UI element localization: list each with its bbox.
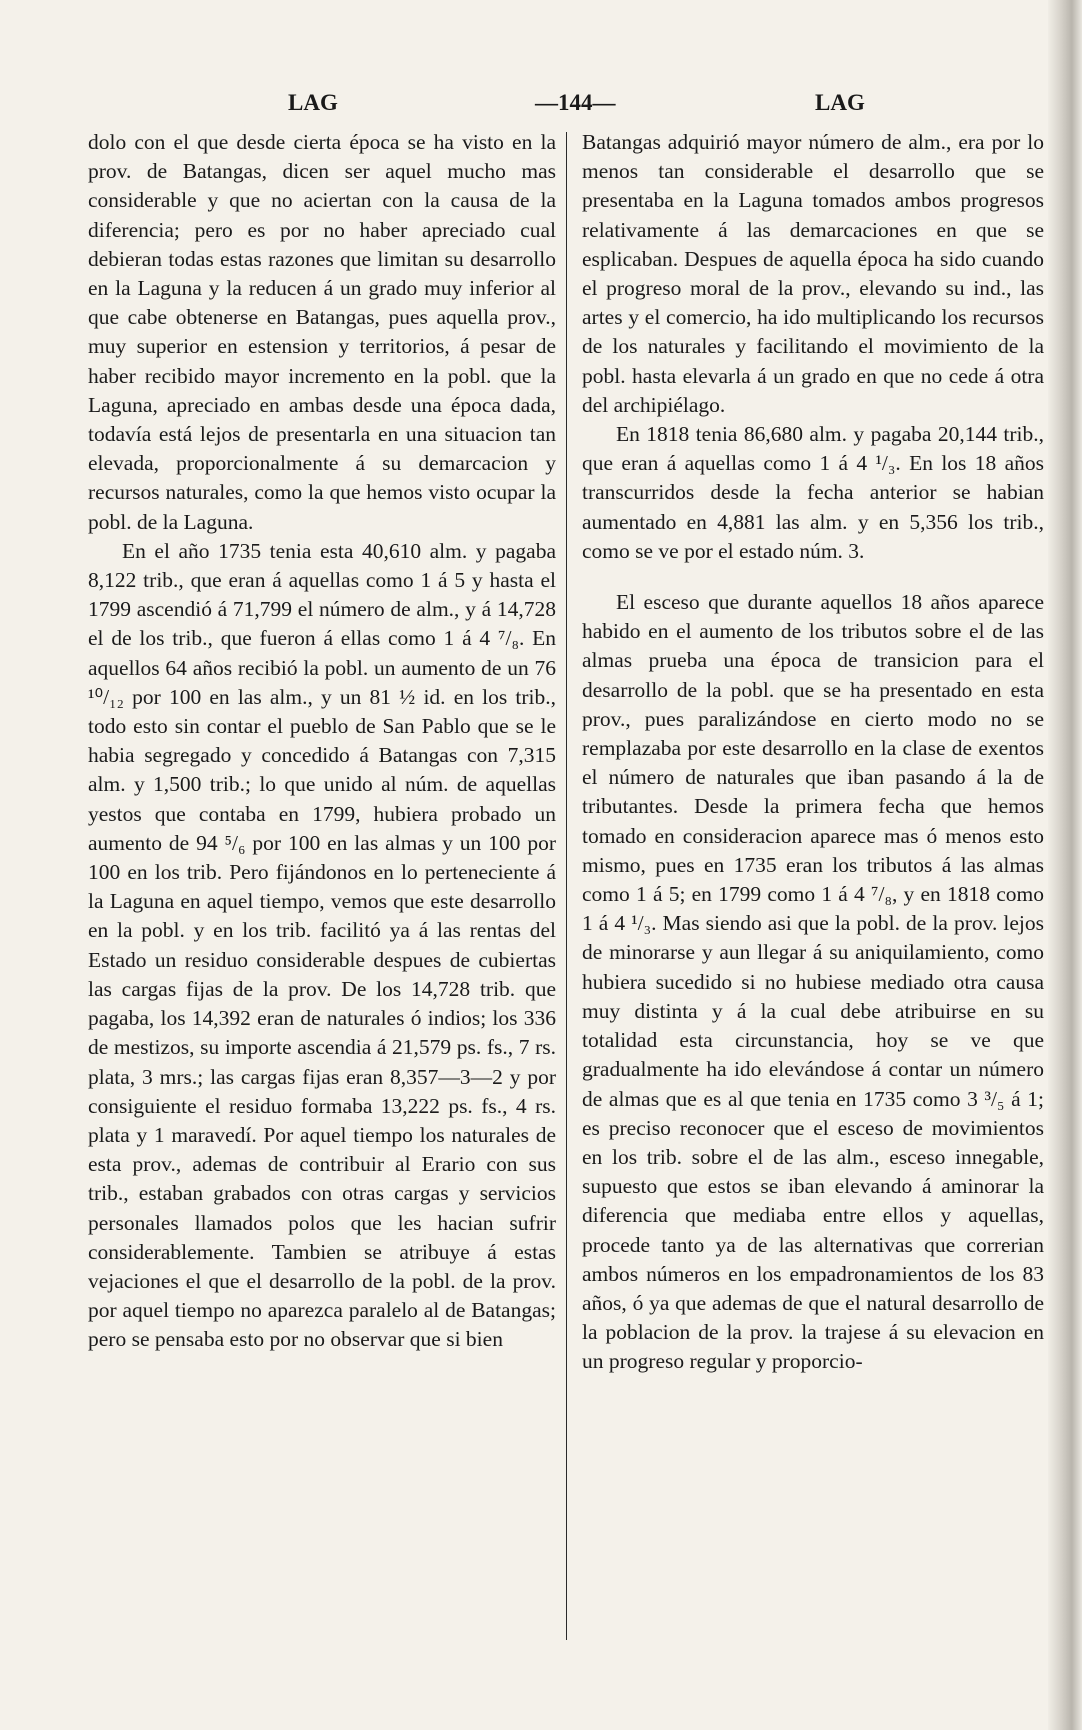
paragraph: dolo con el que desde cierta época se ha visto en la prov. de Batangas, dicen ser aquel mucho mas considerable y que no aciertan con la causa de la diferencia; pero es por no haber apreciado cual debieran todas estas razones que limitan su desarrollo en la Laguna y la reducen á un grado muy inferior al que cabe obtenerse en Batangas, pues aquella prov., muy superior en estension y territorios, á pesar de haber recibido mayor incremento en la pobl. que la Laguna, apreciado en ambas desde una época dada, todavía está lejos de presentarla en una situacion tan elevada, proporcionalmente á su demarcacion y recursos naturales, como la que hemos visto ocupar la pobl. de la Laguna. — [88, 130, 556, 534]
paragraph: Batangas adquirió mayor número de alm., era por lo menos tan considerable el desarrollo que se presentaba en la Laguna tomados ambos progresos relativamente á las demarcaciones en que se esplicaban. Despues de aquella época ha sido cuando el progreso moral de la prov., elevando su ind., las artes y el comercio, ha ido multiplicando los recursos de los naturales y facilitando el movimiento de la pobl. hasta elevarla á un grado en que no cede á otra del archipiélago. — [582, 130, 1044, 417]
header-right-keyword: LAG — [815, 90, 865, 115]
page-binding-edge — [1048, 0, 1082, 1730]
header-left-keyword: LAG — [288, 90, 338, 115]
column-divider — [566, 132, 567, 1640]
paragraph: En el año 1735 tenia esta 40,610 alm. y pagaba 8,122 trib., que eran á aquellas como 1 á 5 y hasta el 1799 ascendió á 71,799 el número de alm., y á 14,728 el de los trib., que fueron á ellas como 1 á 4 ⁷/₈. En aquellos 64 años recibió la pobl. un aumento de un 76 ¹⁰/₁₂ por 100 en las alm., y un 81 ½ id. en los trib., todo esto sin contar el pueblo de San Pablo que se le habia segregado y concedido á Batangas con 7,315 alm. y 1,500 trib.; lo que unido al núm. de aquellas yestos que contaba en 1799, hubiera probado un aumento de 94 ⁵/₆ por 100 en las almas y un 100 por 100 en los trib. Pero fijándonos en lo perteneciente á la Laguna en aquel tiempo, vemos que este desarrollo en la pobl. y en los trib. facilitó ya á las rentas del Estado un residuo considerable despues de cubiertas las cargas fijas de la prov. De los 14,728 trib. que pagaba, los 14,392 eran de naturales ó indios; los 336 de mestizos, su importe ascendia á 21,579 ps. fs., 7 rs. plata, 3 mrs.; las cargas fijas eran 8,357—3—2 y por consiguiente el residuo formaba 13,222 ps. fs., 4 rs. plata y 1 maravedí. Por aquel tiempo los naturales de esta prov., ademas de contribuir al Erario con sus trib., estaban grabados con otras cargas y servicios personales llamados polos que les hacian sufrir considerablemente. Tambien se atribuye á estas vejaciones el que el desarrollo de la pobl. de la prov. por aquel tiempo no aparezca paralelo al de Batangas; pero se pensaba esto por no observar que si bien — [88, 538, 556, 1352]
paragraph: El esceso que durante aquellos 18 años aparece habido en el aumento de los tributos sobre el de las almas prueba una época de transicion para el desarrollo de la pobl. que se ha presentado en esta prov., pues paralizándose en cierto modo no se remplazaba por este desarrollo en la clase de exentos el número de naturales que iban pasando á la de tributantes. Desde la primera fecha que hemos tomado en consideracion aparece mas ó menos esto mismo, pues en 1735 eran los tributos á las almas como 1 á 5; en 1799 como 1 á 4 ⁷/₈, y en 1818 como 1 á 4 ¹/₃. Mas siendo asi que la pobl. de la prov. lejos de minorarse y aun llegar á su aniquilamiento, como hubiera sucedido si no hubiese mediado otra causa muy distinta y á la cual debe atribuirse en su totalidad esta circunstancia, hoy se ve que gradualmente ha ido elevándose á contar un número de almas que es al que tenia en 1735 como 3 ³/₅ á 1; es preciso reconocer que el esceso de movimientos en los trib. sobre el de las alm., esceso innegable, supuesto que estos se iban elevando á aminorar la diferencia que mediaba entre ellos y aquellas, procede tanto ya de las alternativas que correrian ambos números en los empadronamientos de los 83 años, ó ya que ademas de que el natural desarrollo de la poblacion de la prov. la trajese á su elevacion en un progreso regular y proporcio- — [582, 590, 1044, 1374]
paragraph: En 1818 tenia 86,680 alm. y pagaba 20,144 trib., que eran á aquellas como 1 á 4 ¹/₃. En los 18 años transcurridos desde la fecha anterior se habian aumentado en 4,881 las alm. y en 5,356 los trib., como se ve por el estado núm. 3. — [582, 422, 1044, 563]
right-column — [582, 128, 1044, 1377]
page-number: —144— — [535, 90, 616, 115]
running-header — [0, 90, 1082, 130]
left-column — [88, 128, 556, 1355]
